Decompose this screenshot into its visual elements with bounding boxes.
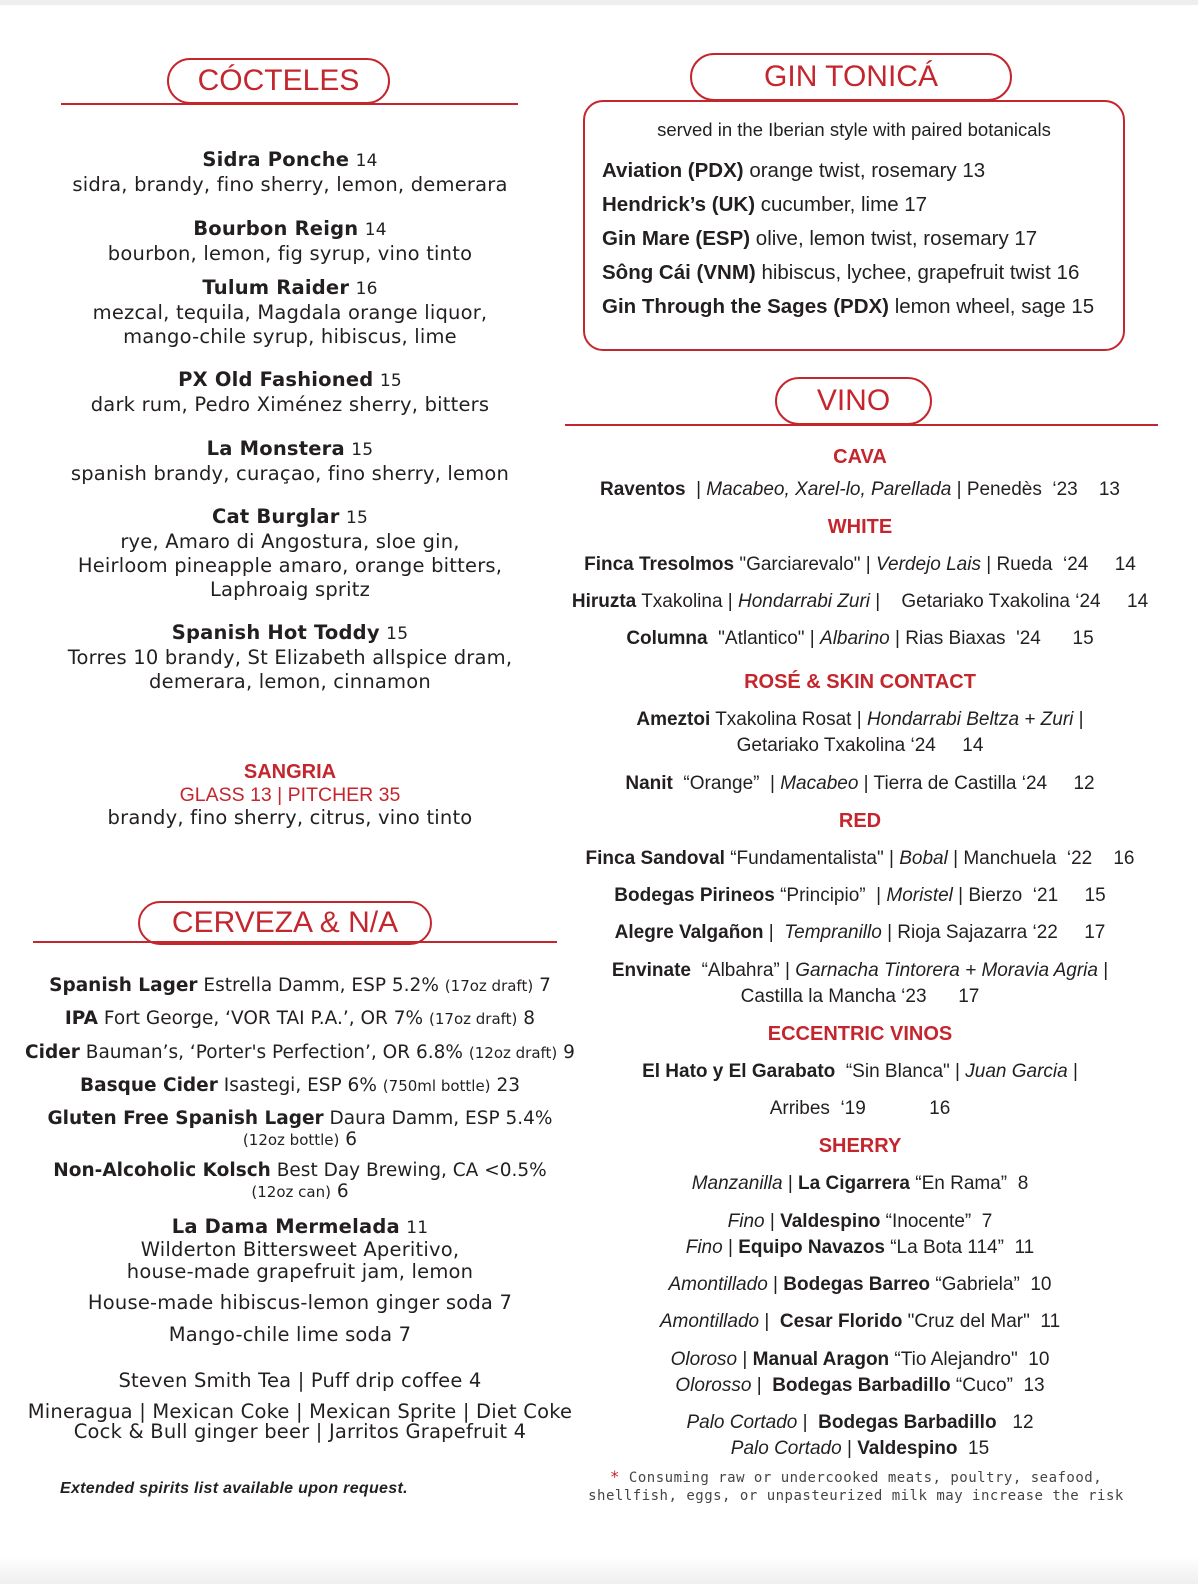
cocktail-desc: bourbon, lemon, fig syrup, vino tinto [107, 242, 473, 265]
cocktail-name: Cat Burglar [211, 505, 340, 528]
warning-line-1: Consuming raw or undercooked meats, poultry, seafood, [628, 1470, 1103, 1486]
gin-desc: cucumber, lime 17 [760, 193, 928, 216]
wine-grape: Macabeo [780, 773, 859, 794]
beer-size: (12oz draft) [468, 1044, 558, 1062]
gin-name: Hendrick’s (UK) [602, 193, 756, 216]
cava-title: CAVA [833, 446, 887, 468]
sherry-style: Olorosso [675, 1375, 752, 1396]
wine-line [560, 477, 1160, 503]
cocktail-desc: Torres 10 brandy, St Elizabeth allspice dram, [67, 646, 513, 669]
cocktail-name: Sidra Ponche [202, 148, 350, 171]
wine-grape: Hondarrabi Beltza + Zuri [866, 709, 1074, 730]
beer-detail: Bauman’s, ‘Porter's Perfection’, OR 6.8% [85, 1042, 463, 1063]
la-dama-desc-2: house-made grapefruit jam, lemon [126, 1260, 474, 1283]
sherry-sep: | [797, 1412, 819, 1433]
sangria-prices: GLASS 13 | PITCHER 35 [179, 784, 401, 806]
beer-detail: Fort George, ‘VOR TAI P.A.’, OR 7% [103, 1008, 424, 1029]
sherry-producer: Bodegas Barreo [783, 1274, 931, 1295]
cocktail-price: 15 [379, 371, 402, 391]
gin-desc: hibiscus, lychee, grapefruit twist 16 [761, 261, 1080, 284]
cocktail-desc: sidra, brandy, fino sherry, lemon, demerara [72, 173, 508, 196]
wine-sep: "Atlantico" | [707, 628, 821, 649]
white-wine-item [560, 589, 1160, 615]
wine-producer: Hiruzta [571, 591, 637, 612]
sherry-producer: Valdespino [780, 1211, 881, 1232]
rose-wine-item [560, 707, 1160, 759]
cocktail-desc: mezcal, tequila, Magdala orange liquor, [92, 301, 488, 324]
wine-line-2: Castilla la Mancha ‘23 17 [740, 986, 980, 1007]
wine-producer: Bodegas Pirineos [614, 885, 775, 906]
wine-producer: El Hato y El Garabato [642, 1061, 836, 1082]
gin-desc: olive, lemon twist, rosemary 17 [755, 227, 1038, 250]
cocktail-item [50, 505, 530, 602]
warning-line-2: shellfish, eggs, or unpasteurized milk may increase the risk [588, 1488, 1124, 1504]
beer-line [20, 974, 580, 998]
cocktail-name: Bourbon Reign [193, 217, 359, 240]
sherry-cuvee-price: 12 [996, 1412, 1034, 1433]
gin-name: Aviation (PDX) [602, 159, 744, 182]
beer-size: (12oz bottle) [242, 1131, 340, 1149]
cocktail-price: 15 [386, 624, 409, 644]
sherry-style: Palo Cortado [686, 1412, 798, 1433]
wine-producer: Finca Tresolmos [584, 554, 735, 575]
beer-item [20, 1074, 580, 1098]
cocktail-desc: spanish brandy, curaçao, fino sherry, lemon [70, 462, 510, 485]
eccentric-title: ECCENTRIC VINOS [767, 1023, 953, 1045]
sherry-producer: Equipo Navazos [738, 1237, 885, 1258]
wine-producer: Finca Sandoval [585, 848, 725, 869]
gin-name: Sông Cái (VNM) [602, 261, 756, 284]
sherry-item [560, 1410, 1160, 1436]
wine-line [560, 1059, 1160, 1085]
top-edge [0, 0, 1198, 5]
cocktail-price: 14 [355, 151, 378, 171]
sherry-cuvee-price: “Tio Alejandro" 10 [889, 1349, 1050, 1370]
wine-line-2: Getariako Txakolina ‘24 14 [736, 735, 984, 756]
beer-name: Spanish Lager [49, 975, 198, 996]
sherry-item [560, 1209, 1160, 1235]
beer-line-2 [20, 1183, 580, 1201]
wine-line [560, 771, 1160, 797]
wine-region-price: | Rueda ‘24 14 [980, 554, 1136, 575]
sherry-style: Oloroso [670, 1349, 738, 1370]
wine-grape: Hondarrabi Zuri [738, 591, 871, 612]
cocteles-heading [167, 58, 390, 104]
cocktail-desc: mango-chile syrup, hibiscus, lime [123, 325, 457, 348]
wine-sep: | [685, 479, 707, 500]
soda-1: House-made hibiscus-lemon ginger soda 7 [87, 1291, 513, 1314]
white-wine-item [560, 552, 1160, 578]
sherry-item [560, 1347, 1160, 1373]
sherry-item [560, 1272, 1160, 1298]
wine-region-price: | Bierzo ‘21 15 [952, 885, 1106, 906]
la-dama-name: La Dama Mermelada [171, 1215, 400, 1238]
wine-sep: “Sin Blanca" | [835, 1061, 966, 1082]
beer-price: 6 [336, 1181, 349, 1202]
beer-detail: Daura Damm, ESP 5.4% [329, 1108, 553, 1129]
bottom-edge [0, 1556, 1198, 1584]
vino-heading-text: VINO [816, 384, 891, 417]
gin-heading-text: GIN TONICÁ [764, 60, 938, 93]
red-wine-item [560, 958, 1160, 1010]
spirits-note: Extended spirits list available upon request. [60, 1480, 408, 1497]
wine-sep: “Principio” | [774, 885, 887, 906]
sherry-style: Fino [685, 1237, 723, 1258]
sherry-producer: Cesar Florido [779, 1311, 903, 1332]
beer-line [20, 1041, 580, 1065]
white-title: WHITE [827, 516, 893, 538]
beer-line-2 [20, 1131, 580, 1149]
beer-price: 6 [345, 1129, 358, 1150]
cocktail-title-line [50, 505, 530, 530]
wine-region-price: | [1097, 960, 1109, 981]
beer-size: (17oz draft) [444, 977, 534, 995]
rose-wine-item [560, 771, 1160, 797]
sherry-style: Manzanilla [691, 1173, 783, 1194]
beer-price: 8 [523, 1008, 536, 1029]
beer-name: Gluten Free Spanish Lager [47, 1108, 324, 1129]
wine-grape: Garnacha Tintorera + Moravia Agria [795, 960, 1098, 981]
wine-region-price: | Rias Biaxas '24 15 [889, 628, 1094, 649]
warning-star: * [609, 1467, 620, 1486]
gin-subtitle: served in the Iberian style with paired botanicals [657, 119, 1051, 140]
cocktail-title-line [50, 621, 530, 646]
sherry-cuvee-price: “Cuco” 13 [950, 1375, 1045, 1396]
sherry-style: Amontillado [668, 1274, 768, 1295]
gin-name: Gin Through the Sages (PDX) [602, 295, 890, 318]
wine-line [560, 552, 1160, 578]
wine-grape: Albarino [820, 628, 890, 649]
wine-line [560, 883, 1160, 909]
wine-sep: Txakolina Rosat | [710, 709, 867, 730]
tea-coffee: Steven Smith Tea | Puff drip coffee 4 [118, 1369, 482, 1392]
sangria-block [60, 760, 520, 830]
beer-size: (17oz draft) [429, 1010, 518, 1028]
cocktail-title-line [50, 148, 530, 173]
cocktail-price: 15 [351, 440, 374, 460]
beer-name: Basque Cider [80, 1075, 218, 1096]
sherry-sep: | [751, 1375, 773, 1396]
soft-drinks-1: Mineragua | Mexican Coke | Mexican Sprite | Diet Coke [27, 1400, 573, 1423]
wine-region-price: | Rioja Sajazarra ‘22 17 [881, 922, 1106, 943]
vino-rule [565, 424, 1158, 426]
sangria-desc: brandy, fino sherry, citrus, vino tinto [107, 806, 473, 829]
soft-drinks-2: Cock & Bull ginger beer | Jarritos Grapefruit 4 [73, 1420, 527, 1443]
sherry-item [560, 1171, 1160, 1197]
sherry-sep: | [782, 1173, 799, 1194]
sherry-producer: Bodegas Barbadillo [772, 1375, 951, 1396]
wine-producer: Ameztoi [636, 709, 711, 730]
cocktail-title-line [50, 217, 530, 242]
eccentric-item [560, 1059, 1160, 1122]
cocktail-item [50, 437, 530, 486]
wine-line [560, 958, 1160, 984]
la-dama-desc-1: Wilderton Bittersweet Aperitivo, [140, 1238, 460, 1261]
sherry-style: Palo Cortado [730, 1438, 842, 1459]
cocktail-name: La Monstera [206, 437, 345, 460]
cocktail-desc: dark rum, Pedro Ximénez sherry, bitters [90, 393, 490, 416]
wine-line [560, 846, 1160, 872]
sherry-item [560, 1373, 1160, 1399]
sherry-item [560, 1309, 1160, 1335]
beer-item [20, 974, 580, 998]
wine-region-price: | Penedès ‘23 13 [951, 479, 1120, 500]
cocktail-desc: Laphroaig spritz [209, 578, 371, 601]
beer-item [20, 1107, 580, 1149]
wine-sep: | [763, 922, 785, 943]
wine-sep: “Fundamentalista" | [724, 848, 900, 869]
red-title: RED [838, 810, 882, 832]
cocktail-title-line [50, 368, 530, 393]
sherry-style: Amontillado [659, 1311, 760, 1332]
cocktail-title-line [50, 437, 530, 462]
wine-producer: Nanit [625, 773, 673, 794]
sherry-cuvee-price: “Gabriela” 10 [930, 1274, 1052, 1295]
wine-line-2: Arribes ‘19 16 [769, 1098, 951, 1119]
wine-line [560, 707, 1160, 733]
beer-detail: Estrella Damm, ESP 5.2% [203, 975, 439, 996]
rose-title: ROSÉ & SKIN CONTACT [744, 671, 976, 693]
sherry-producer: La Cigarrera [798, 1173, 910, 1194]
sherry-cuvee-price: “Inocente” 7 [880, 1211, 993, 1232]
cerveza-rule [33, 941, 557, 943]
wine-region-price: | Manchuela ‘22 16 [947, 848, 1135, 869]
cocktail-price: 15 [345, 508, 368, 528]
gin-name: Gin Mare (ESP) [602, 227, 751, 250]
beer-detail: Best Day Brewing, CA <0.5% [276, 1160, 547, 1181]
wine-line [560, 920, 1160, 946]
la-dama-item [40, 1216, 560, 1283]
wine-grape: Moristel [886, 885, 953, 906]
wine-producer: Columna [626, 628, 708, 649]
beer-name: Cider [25, 1042, 80, 1063]
sherry-sep: | [767, 1274, 784, 1295]
wine-line [560, 589, 1160, 615]
wine-region-price: | Getariako Txakolina ‘24 14 [870, 591, 1149, 612]
cocktail-item [50, 276, 530, 349]
gin-item [602, 222, 1122, 256]
wine-sep: “Orange” | [672, 773, 781, 794]
sherry-cuvee-price: “La Bota 114” 11 [884, 1237, 1035, 1258]
sherry-sep: | [722, 1237, 739, 1258]
cocktail-desc: Heirloom pineapple amaro, orange bitters, [77, 554, 503, 577]
sherry-sep: | [841, 1438, 858, 1459]
cocktail-desc: rye, Amaro di Angostura, sloe gin, [120, 530, 460, 553]
gin-item [602, 188, 1122, 222]
wine-sep: "Garciarevalo" | [734, 554, 877, 575]
sherry-sep: | [764, 1211, 781, 1232]
cocktail-name: Spanish Hot Toddy [171, 621, 380, 644]
red-wine-item [560, 846, 1160, 872]
cocktail-item [50, 621, 530, 694]
wine-grape: Verdejo Lais [876, 554, 981, 575]
beer-name: IPA [64, 1008, 98, 1029]
gin-desc: lemon wheel, sage 15 [894, 295, 1095, 318]
wine-grape: Bobal [899, 848, 948, 869]
beer-size: (12oz can) [251, 1183, 331, 1201]
wine-region-price: | Tierra de Castilla ‘24 12 [858, 773, 1095, 794]
beer-price: 7 [539, 975, 551, 996]
beer-size: (750ml bottle) [382, 1077, 491, 1095]
sherry-sep: | [759, 1311, 780, 1332]
sherry-item [560, 1436, 1160, 1462]
cocteles-rule [61, 103, 518, 105]
wine-producer: Alegre Valgañon [614, 922, 764, 943]
white-wine-item [560, 626, 1160, 652]
beer-item [20, 1007, 580, 1031]
food-warning [586, 1468, 1126, 1505]
red-wine-item [560, 920, 1160, 946]
beer-price: 9 [563, 1042, 575, 1063]
cocktail-price: 16 [355, 279, 378, 299]
cerveza-heading [138, 901, 432, 945]
sherry-producer: Valdespino [857, 1438, 958, 1459]
sherry-title: SHERRY [818, 1135, 902, 1157]
wine-line [560, 626, 1160, 652]
sherry-cuvee-price: "Cruz del Mar" 11 [902, 1311, 1061, 1332]
sangria-title: SANGRIA [243, 761, 337, 783]
sherry-item [560, 1235, 1160, 1261]
wine-sep: “Albahra” | [691, 960, 796, 981]
vino-heading [775, 377, 932, 425]
beer-line [20, 1007, 580, 1031]
wine-producer: Raventos [599, 479, 686, 500]
cocteles-heading-text: CÓCTELES [197, 64, 360, 97]
cocktail-item [50, 148, 530, 197]
wine-grape: Juan Garcia [965, 1061, 1068, 1082]
cocktail-item [50, 368, 530, 417]
cocktail-price: 14 [364, 220, 387, 240]
wine-grape: Tempranillo [784, 922, 882, 943]
sherry-cuvee-price: 15 [957, 1438, 990, 1459]
red-wine-item [560, 883, 1160, 909]
wine-sep: Txakolina | [636, 591, 739, 612]
sherry-style: Fino [727, 1211, 765, 1232]
soda-2: Mango-chile lime soda 7 [168, 1323, 412, 1346]
cocktail-desc: demerara, lemon, cinnamon [149, 670, 431, 693]
cava-item [560, 477, 1160, 503]
wine-region-price: | [1073, 709, 1084, 730]
gin-item [602, 290, 1122, 324]
gin-desc: orange twist, rosemary 13 [749, 159, 986, 182]
beer-line [20, 1074, 580, 1098]
sherry-cuvee-price: “En Rama” 8 [910, 1173, 1029, 1194]
cocktail-item [50, 217, 530, 266]
gin-item [602, 154, 1122, 188]
beer-line [20, 1107, 580, 1131]
beer-item [20, 1041, 580, 1065]
sherry-sep: | [737, 1349, 753, 1370]
cocktail-title-line [50, 276, 530, 301]
la-dama-price: 11 [406, 1218, 429, 1238]
gin-item [602, 256, 1122, 290]
beer-item [20, 1159, 580, 1201]
sherry-producer: Manual Aragon [752, 1349, 890, 1370]
cocktail-name: PX Old Fashioned [178, 368, 374, 391]
cocktail-name: Tulum Raider [202, 276, 350, 299]
wine-producer: Envinate [611, 960, 692, 981]
beer-price: 23 [496, 1075, 520, 1096]
beer-detail: Isastegi, ESP 6% [223, 1075, 377, 1096]
cerveza-heading-text: CERVEZA & N/A [171, 906, 399, 939]
beer-name: Non-Alcoholic Kolsch [53, 1160, 271, 1181]
beer-line [20, 1159, 580, 1183]
wine-sep: | [1067, 1061, 1078, 1082]
gin-heading [690, 53, 1012, 101]
wine-grape: Macabeo, Xarel-lo, Parellada [706, 479, 952, 500]
gin-list [602, 154, 1122, 324]
sherry-producer: Bodegas Barbadillo [818, 1412, 997, 1433]
